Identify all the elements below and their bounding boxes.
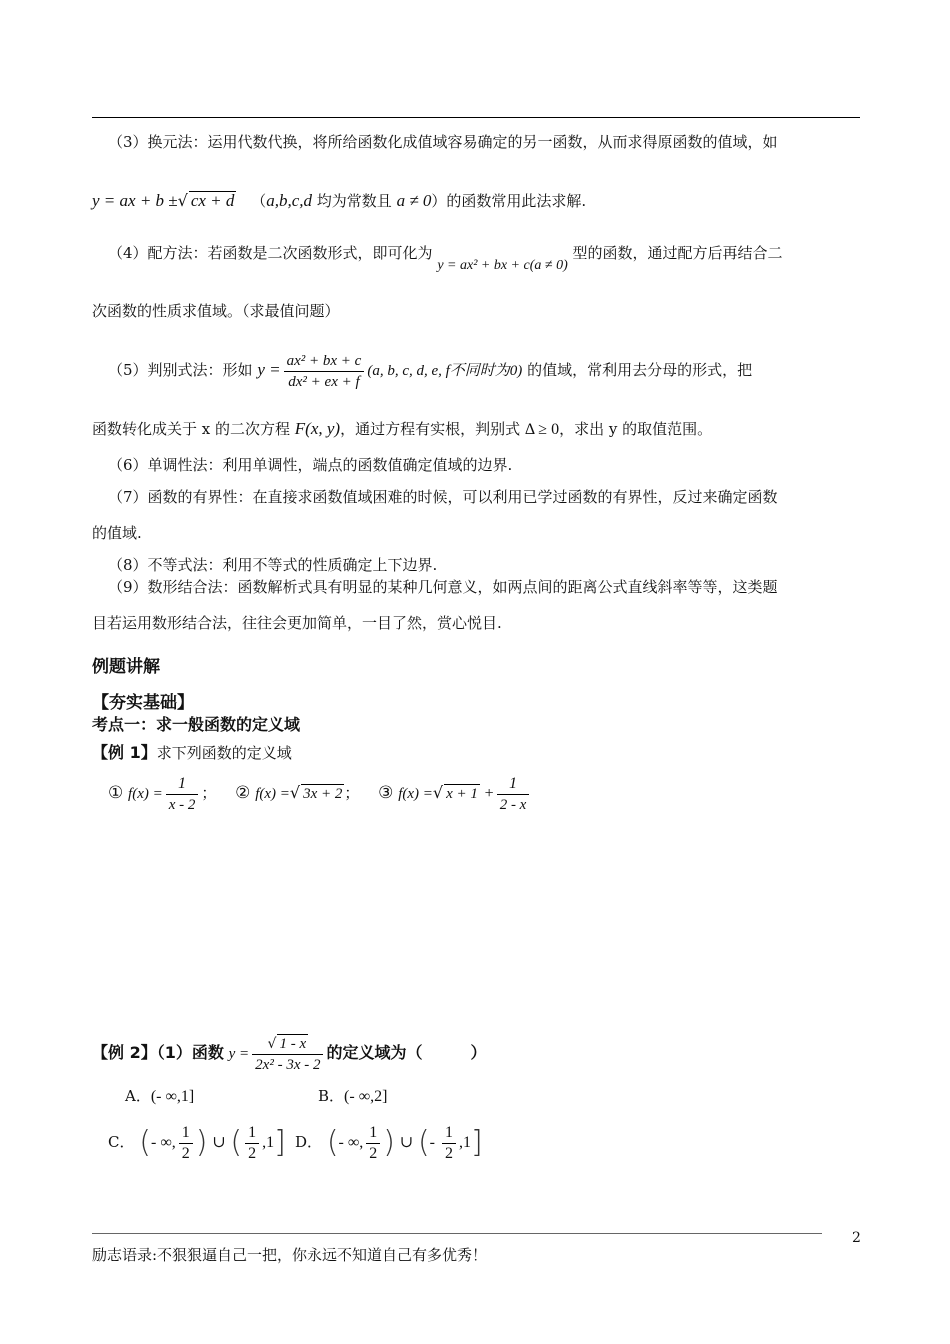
- option-b-value: (- ∞,2]: [344, 1088, 388, 1105]
- option-d-frac-2-num: 1: [442, 1124, 456, 1144]
- example-1-header: [92, 742, 862, 764]
- footer-motto: 励志语录:不狠狠逼自己一把，你永远不知道自己有多优秀！: [92, 1246, 488, 1264]
- method-4-suffix: 型的函数，通过配方后再结合二: [572, 244, 783, 262]
- example-2-numerator: [252, 1034, 323, 1055]
- method-3-params: a,b,c,d: [266, 191, 312, 210]
- example-2-denominator: 2x² - 3x - 2: [255, 1057, 321, 1073]
- option-a-value: (- ∞,1]: [150, 1088, 195, 1105]
- method-8-text: （8）不等式法：利用不等式的性质确定上下边界.: [108, 556, 438, 574]
- item-3-denominator: 2 - x: [499, 796, 527, 813]
- option-c-frac-1-den: 2: [181, 1144, 190, 1162]
- method-5-cond: (a, b, c, d, e, f不同时为0): [367, 363, 523, 379]
- option-c-cup: ∪: [212, 1134, 226, 1151]
- method-9-text: （9）数形结合法：函数解析式具有明显的某种几何意义，如两点间的距离公式直线斜率等等，这类题: [108, 578, 778, 596]
- example-2-num-sqrt: 1 - x: [279, 1036, 307, 1052]
- method-3-cond: a ≠ 0: [396, 191, 432, 210]
- item-1-numerator: 1: [166, 775, 199, 795]
- item-2-sqrt: 3x + 2: [303, 786, 343, 802]
- option-d-frac-1: [366, 1124, 380, 1163]
- option-c-frac-1-num: 1: [179, 1124, 193, 1144]
- right-paren-icon: ): [383, 1125, 395, 1160]
- item-3-lhs: f(x) =: [398, 786, 433, 802]
- right-bracket-icon: ]: [274, 1125, 286, 1160]
- method-7-continuation: 的值域.: [92, 524, 142, 542]
- topic-title: 考点一：求一般函数的定义域: [92, 715, 301, 734]
- sqrt-icon: √: [289, 783, 301, 802]
- option-c-part-a: - ∞,: [150, 1134, 176, 1151]
- option-c-frac-2-num: 1: [245, 1124, 259, 1144]
- example-1-items: [108, 770, 878, 817]
- option-c-frac-2-den: 2: [248, 1144, 257, 1162]
- example-1-prompt: 求下列函数的定义域: [156, 744, 292, 762]
- item-3-fraction: [497, 775, 530, 814]
- section-title: 例题讲解: [92, 657, 160, 677]
- example-2-header: [92, 1030, 862, 1077]
- method-5-denominator: dx² + ex + f: [288, 373, 360, 390]
- example-2-lhs: y =: [228, 1046, 250, 1062]
- option-d-part-g: ,1: [459, 1134, 471, 1151]
- sqrt-icon: √: [432, 783, 444, 802]
- left-paren-icon: (: [230, 1125, 243, 1160]
- method-3-const: 均为常数且: [316, 192, 392, 210]
- option-d-frac-2: [442, 1124, 456, 1163]
- method-5-continuation: [92, 418, 862, 441]
- example-2-suffix: 的定义域为（ ）: [326, 1043, 487, 1062]
- option-b[interactable]: [318, 1085, 387, 1106]
- page-number: 2: [852, 1230, 861, 1246]
- right-bracket-icon: ]: [471, 1125, 483, 1160]
- method-5-cont-b: ，通过方程有实根，判别式: [340, 420, 521, 438]
- method-5-cont-a: 函数转化成关于 x 的二次方程: [92, 420, 290, 438]
- option-d-frac-2-den: 2: [445, 1144, 453, 1162]
- method-5-line: [108, 345, 878, 396]
- method-5-numerator: ax² + bx + c: [284, 352, 365, 372]
- option-c-part-f: ,1: [262, 1134, 275, 1151]
- right-paren-icon: ): [195, 1125, 208, 1160]
- option-a[interactable]: [125, 1085, 194, 1106]
- method-9-continuation: 目若运用数形结合法，往往会更加简单，一目了然，赏心悦目.: [92, 614, 502, 632]
- method-7-text: （7）函数的有界性：在直接求函数值域困难的时候，可以利用已学过函数的有界性，反过来确定函数: [108, 488, 778, 506]
- method-3-formula-lhs: y = ax + b ±: [92, 191, 178, 210]
- option-d-cup: ∪: [399, 1134, 414, 1151]
- item-2-mark: ②: [235, 783, 251, 803]
- item-1-fraction: [166, 775, 199, 814]
- method-4-line: [108, 242, 878, 273]
- item-1-mark: ①: [108, 783, 124, 803]
- header-rule: [92, 117, 860, 118]
- left-paren-icon: (: [417, 1125, 430, 1160]
- method-4-continuation: 次函数的性质求值域。（求最值问题）: [92, 302, 340, 320]
- option-d-label: D．: [295, 1133, 323, 1151]
- item-3-mark: ③: [378, 783, 394, 803]
- option-d-part-a: - ∞,: [338, 1134, 364, 1151]
- method-6-text: （6）单调性法：利用单调性，端点的函数值确定值域的边界.: [108, 456, 513, 474]
- item-1-denominator: x - 2: [168, 796, 196, 813]
- item-2-lhs: f(x) =: [255, 786, 290, 802]
- option-d-part-d: -: [429, 1134, 439, 1151]
- option-c-label: C．: [108, 1133, 135, 1151]
- sqrt-icon: √: [177, 191, 188, 210]
- method-3-suffix: ）的函数常用此法求解.: [431, 192, 587, 210]
- method-3-text: （3）换元法：运用代数代换，将所给函数化成值域容易确定的另一函数，从而求得原函数的值域，如: [108, 133, 778, 151]
- item-1-sep: ；: [201, 784, 217, 802]
- item-3-numerator: 1: [497, 775, 530, 795]
- example-2-part: （1）函数: [156, 1043, 224, 1062]
- method-4-prefix: （4）配方法：若函数是二次函数形式，即可化为: [108, 244, 433, 262]
- option-c-frac-2: [245, 1124, 259, 1163]
- left-paren-icon: (: [139, 1125, 151, 1160]
- item-3-plus: +: [484, 785, 494, 802]
- option-b-label: B．: [318, 1087, 345, 1105]
- method-5-cont-delta: Δ ≥ 0: [524, 421, 560, 438]
- method-5-cont-f: F(x, y): [294, 419, 341, 438]
- example-2-fraction: [252, 1034, 323, 1074]
- left-paren-icon: (: [326, 1125, 339, 1160]
- sqrt-icon: √: [267, 1036, 277, 1052]
- method-4-formula: y = ax² + bx + c(a ≠ 0): [437, 258, 568, 273]
- example-1-label: 【例 1】: [92, 743, 157, 762]
- method-3-paren: （: [251, 192, 267, 210]
- subsection-title: 【夯实基础】: [92, 693, 194, 713]
- method-3-formula-sqrt: cx + d: [190, 191, 235, 210]
- method-5-suffix: 的值域，常利用去分母的形式，把: [527, 361, 753, 379]
- method-5-fraction: [284, 352, 365, 391]
- item-3-sqrt: x + 1: [446, 786, 478, 802]
- method-5-cont-c: ，求出 y 的取值范围。: [559, 420, 713, 438]
- option-a-label: A．: [125, 1087, 151, 1105]
- option-c-frac-1: [179, 1124, 193, 1163]
- method-5-prefix: （5）判别式法：形如: [108, 361, 253, 379]
- item-2-sep: ；: [344, 784, 360, 802]
- item-1-lhs: f(x) =: [128, 786, 163, 802]
- option-d-frac-1-num: 1: [366, 1124, 380, 1144]
- example-2-label: 【例 2】: [92, 1043, 157, 1062]
- option-c[interactable]: [108, 1120, 286, 1165]
- option-d-frac-1-den: 2: [369, 1144, 378, 1162]
- method-5-lhs: y =: [257, 360, 281, 379]
- option-d[interactable]: [295, 1120, 483, 1165]
- footer-rule: [92, 1233, 822, 1234]
- method-3-formula-line: [92, 190, 862, 212]
